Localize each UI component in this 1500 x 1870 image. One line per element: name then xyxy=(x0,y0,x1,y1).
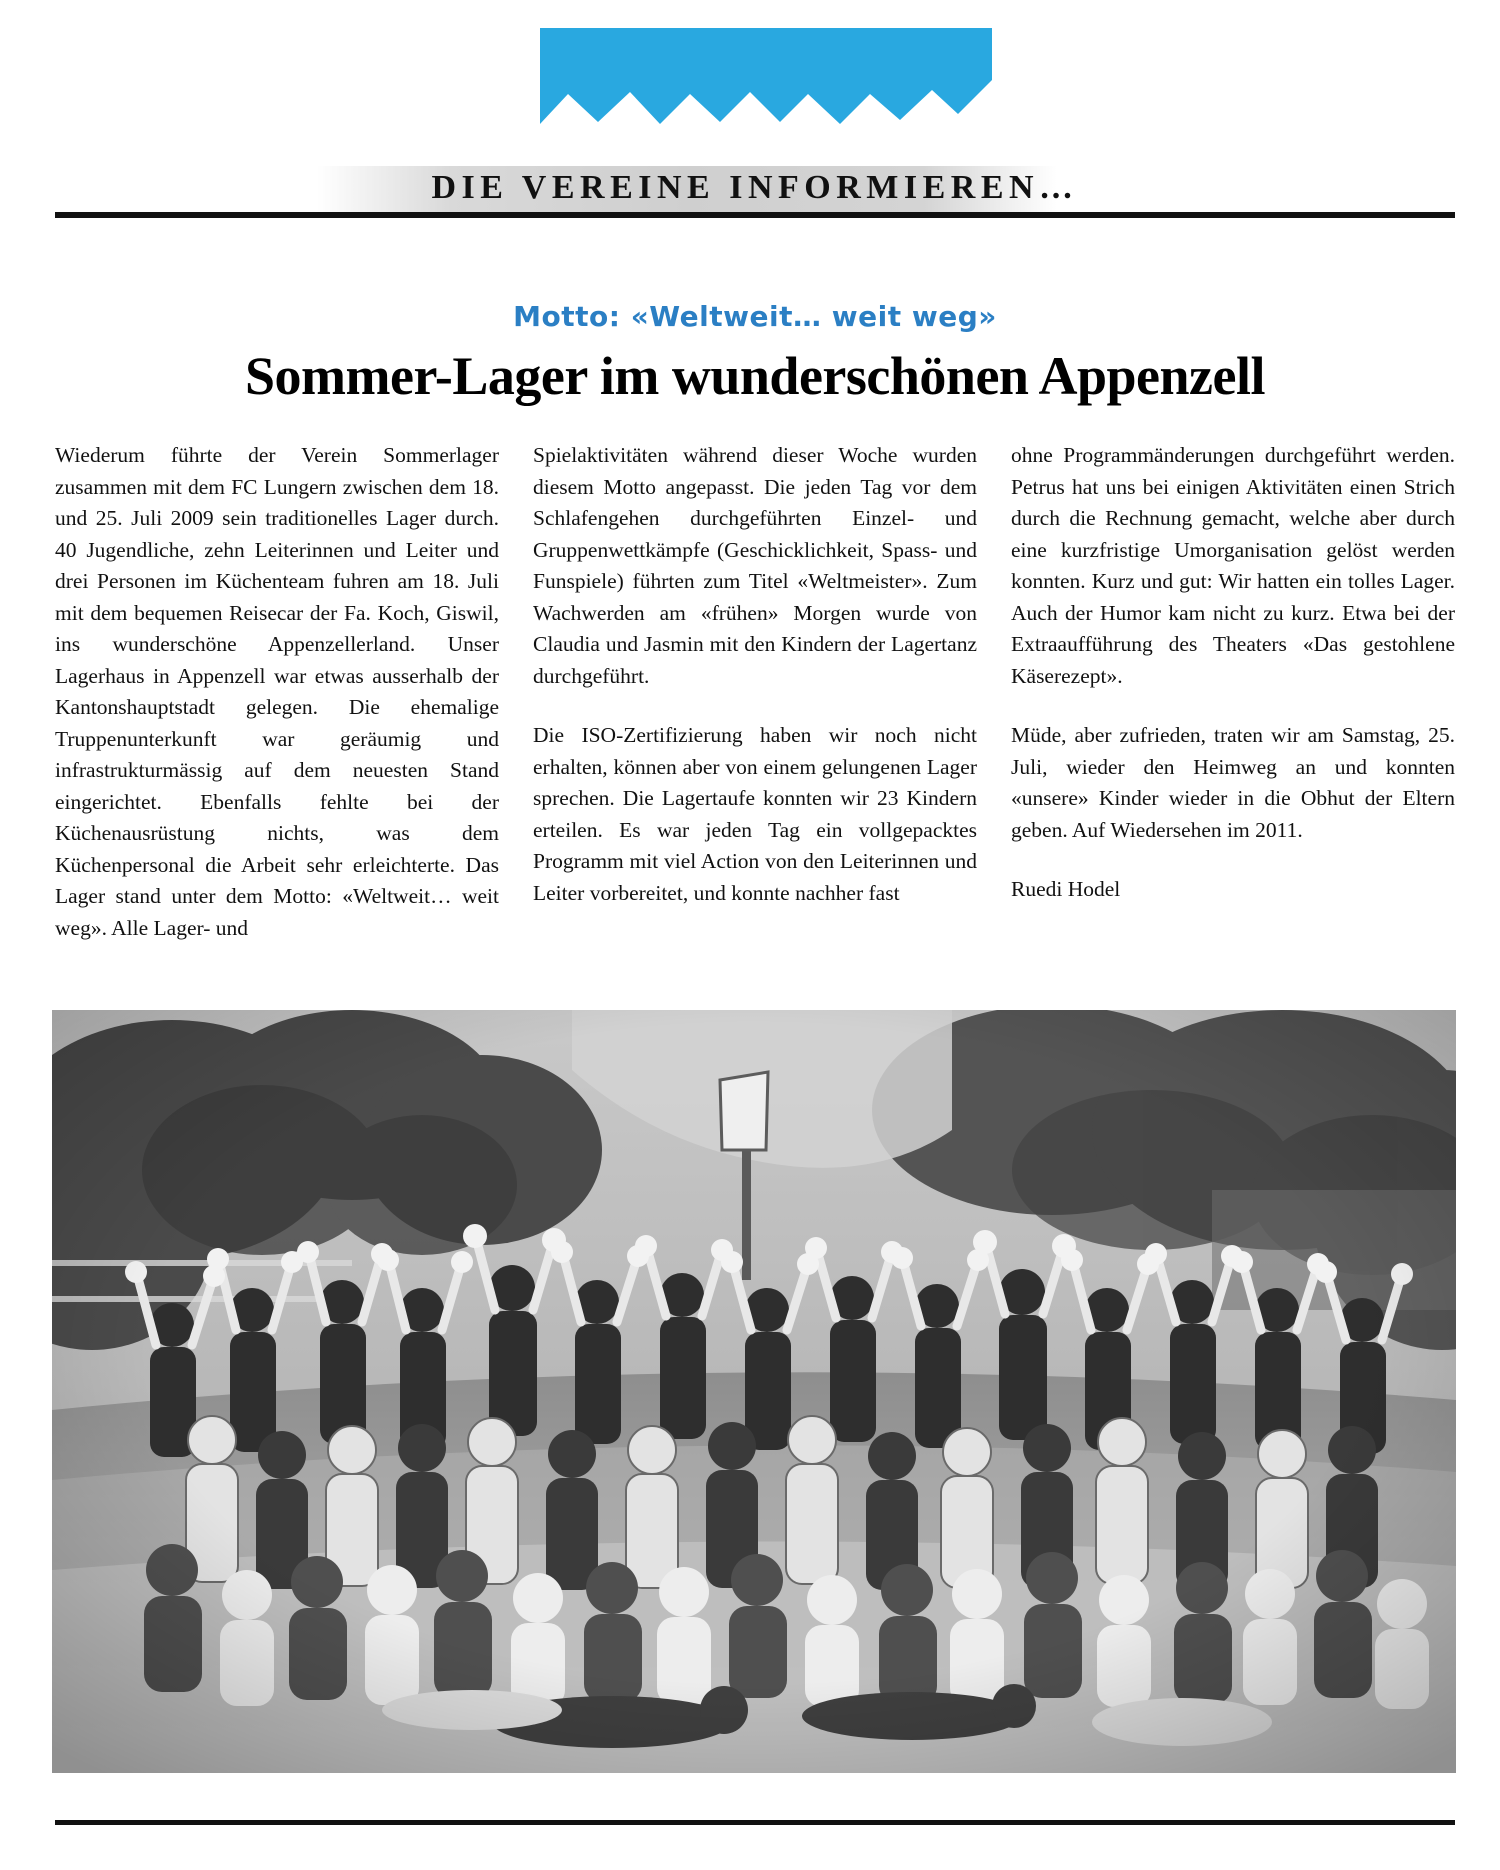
banner-title: DIE VEREINE INFORMIEREN… xyxy=(431,169,1079,206)
paragraph: Die ISO-Zertifizierung haben wir noch nicht erhalten, können aber von einem gelungenen Lager sprechen. Die Lagertaufe konnten wir 23 Kindern erteilen. Es war jeden Tag ein vollgepacktes Programm mit viel Action von den Leiterinnen und Leiter vorbereitet, und konnte nachher fast xyxy=(533,723,977,905)
mountain-logo xyxy=(540,28,992,138)
banner-band xyxy=(55,166,1455,214)
article-column-3 xyxy=(1011,440,1455,990)
article-column-2 xyxy=(533,440,977,990)
footer-rule xyxy=(55,1820,1455,1825)
article-signature: Ruedi Hodel xyxy=(1011,877,1121,901)
paragraph: Wiederum führte der Verein Sommerlager zusammen mit dem FC Lungern zwischen dem 18. und 25. Juli 2009 sein traditionelles Lager durch. 40 Jugendliche, zehn Leiterinnen und Leiter und drei Personen im Küchenteam fuhren am 18. Juli mit dem bequemen Reisecar der Fa. Koch, Giswil, ins wunderschöne Appenzellerland. Unser Lagerhaus in Appenzell war etwas ausserhalb der Kantonshauptstadt gelegen. Die ehemalige Truppenunterkunft war geräumig und infrastrukturmässig auf dem neuesten Stand eingerichtet. Ebenfalls fehlte bei der Küchenausrüstung nichts, was dem Küchenpersonal die Arbeit sehr erleichterte. Das Lager stand unter dem Motto: «Weltweit… weit weg». Alle Lager- und xyxy=(55,443,499,940)
page-title: Sommer-Lager im wunderschönen Appenzell xyxy=(245,346,1265,406)
article-column-1 xyxy=(55,440,499,990)
paragraph: Spielaktivitäten während dieser Woche wurden diesem Motto angepasst. Die jeden Tag vor dem Schlafengehen durchgeführten Einzel- und Gruppenwettkämpfe (Geschicklichkeit, Spass- und Funspiele) führten zum Titel «Weltmeister». Zum Wachwerden am «frühen» Morgen wurde von Claudia und Jasmin mit den Kindern der Lagertanz durchgeführt. xyxy=(533,443,977,688)
paragraph: Müde, aber zufrieden, traten wir am Samstag, 25. Juli, wieder den Heimweg an und konnten «unsere» Kinder wieder in die Obhut der Eltern geben. Auf Wiedersehen im 2011. xyxy=(1011,723,1455,842)
masthead xyxy=(55,18,1455,218)
paragraph: ohne Programmänderungen durchgeführt werden. Petrus hat uns bei einigen Aktivitäten einen Strich durch die Rechnung gemacht, welche aber durch eine kurzfristige Umorganisation gelöst werden konnten. Kurz und gut: Wir hatten ein tolles Lager. Auch der Humor kam nicht zu kurz. Etwa bei der Extraaufführung des Theaters «Das gestohlene Käserezept». xyxy=(1011,443,1455,688)
article-motto: Motto: «Weltweit… weit weg» xyxy=(513,300,997,333)
header-rule xyxy=(55,212,1455,218)
group-photo xyxy=(52,1010,1456,1773)
article-body xyxy=(55,440,1455,990)
